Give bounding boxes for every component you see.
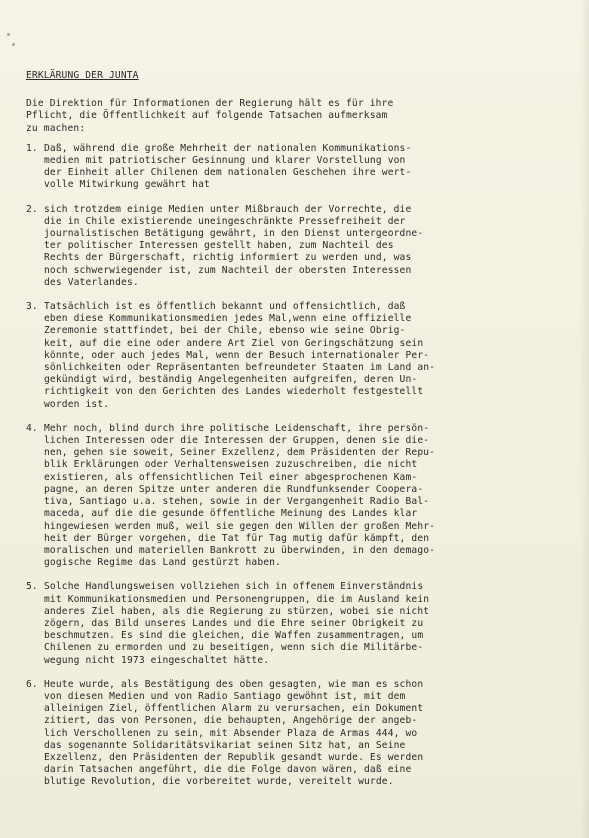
item-text: Daß, während die große Mehrheit der nationalen Kommunikations- medien mit patriotischer Gesinnung und klarer Vorstellung von der Einheit aller Chilenen dem nationalen Geschehen ihre wert- volle Mitwirkung gewährt hat — [44, 142, 412, 191]
item-number: 5. — [26, 581, 38, 593]
item-text: Solche Handlungsweisen vollziehen sich in offenem Einverständnis mit Kommunikationsmedien und Personengruppen, die im Ausland kein anderes Ziel haben, als die Regierung zu stürzen, wobei sie nicht zögern, das Bild unseres Landes und die Ehre seiner Obrigkeit zu beschmutzen. Es sind die gleichen, die Waffen zusammentragen, um Chilenen zu ermorden und zu beseitigen, wenn sich die Militärbe- wegung nicht 1973 eingeschaltet hätte. — [44, 581, 430, 666]
item-number: 6. — [26, 678, 38, 690]
list-item — [26, 581, 554, 666]
list-item — [26, 423, 554, 569]
item-number: 4. — [26, 422, 38, 434]
list-item — [26, 204, 554, 289]
item-number: 1. — [26, 142, 38, 154]
list-item — [26, 679, 554, 789]
item-text: Tatsächlich ist es öffentlich bekannt und offensichtlich, daß eben diese Kommunikationsmedien jedes Mal,wenn eine offizielle Zeremonie stattfindet, bei der Chile, ebenso wie seine Obrig- keit, auf die eine oder andere Art Ziel von Geringschätzung sein könnte, oder auch jedes Mal, wenn der Besuch internationaler Per- sönlichkeiten oder Repräsentanten befreundeter Staaten im Land an- gekündigt wird, beständig Angelegenheiten aufgreifen, deren Un- richtigkeit von den Gerichten des Landes wiederholt festgestellt worden ist. — [44, 301, 436, 410]
paper-speck — [12, 43, 15, 46]
list-item — [26, 301, 554, 411]
list-item — [26, 143, 554, 192]
item-text: sich trotzdem einige Medien unter Mißbrauch der Vorrechte, die die in Chile existierende uneingeschränkte Pressefreiheit der journalistischen Betätigung gewährt, in den Dienst untergeordne- ter politischer Interessen gestellt haben, zum Nachteil des Rechts der Bürgerschaft, richtig informiert zu werden und, was noch schwerwiegender ist, zum Nachteil der obersten Interessen des Vaterlandes. — [44, 203, 424, 288]
item-text: Mehr noch, blind durch ihre politische Leidenschaft, ihre persön- lichen Interessen oder die Interessen der Gruppen, denen sie die- nen, gehen sie soweit, Seiner Exzellenz, dem Präsidenten der Repu- blik Erklärungen oder Verhaltensweisen zuzuschreiben, die nicht existieren, als offensichtlichen Teil einer abgesprochenen Kam- pagne, an deren Spitze unter anderen die Rundfunksender Coopera- tiva, Santiago u.a. stehen, sowie in der Vergangenheit Radio Bal- maceda, auf die die gesunde öffentliche Meinung des Landes klar hingewiesen werden muß, weil sie gegen den Willen der großen Mehr- heit der Bürger vorgehen, die Tat für Tag mutig dafür kämpft, den moralischen und materiellen Bankrott zu überwinden, in den demago- gogische Regime das Land gestürzt haben. — [44, 422, 436, 569]
paper-speck — [7, 33, 10, 36]
typed-document — [26, 70, 554, 801]
item-text: Heute wurde, als Bestätigung des oben gesagten, wie man es schon von diesen Medien und von Radio Santiago gewöhnt ist, mit dem alleinigen Ziel, öffentlichen Alarm zu verursachen, ein Dokument zitiert, das von Personen, die behaupten, Angehörige der angeb- lich Verschollenen zu sein, mit Absender Plaza de Armas 444, wo das sogenannte Solidaritätsvikariat seinen Sitz hat, an Seine Exzellenz, den Präsidenten der Republik gesandt wurde. Es werden darin Tatsachen angeführt, die die Folge davon wären, daß eine blutige Revolution, die vorbereitet wurde, vereitelt wurde. — [44, 678, 424, 788]
item-number: 2. — [26, 203, 38, 215]
page-edge-shadow — [579, 0, 589, 838]
item-number: 3. — [26, 301, 38, 313]
document-title: ERKLÄRUNG DER JUNTA — [26, 70, 139, 81]
intro-paragraph: Die Direktion für Informationen der Regierung hält es für ihre Pflicht, die Öffentlichkeit auf folgende Tatsachen aufmerksam zu machen: — [26, 98, 394, 134]
numbered-list — [26, 143, 554, 789]
